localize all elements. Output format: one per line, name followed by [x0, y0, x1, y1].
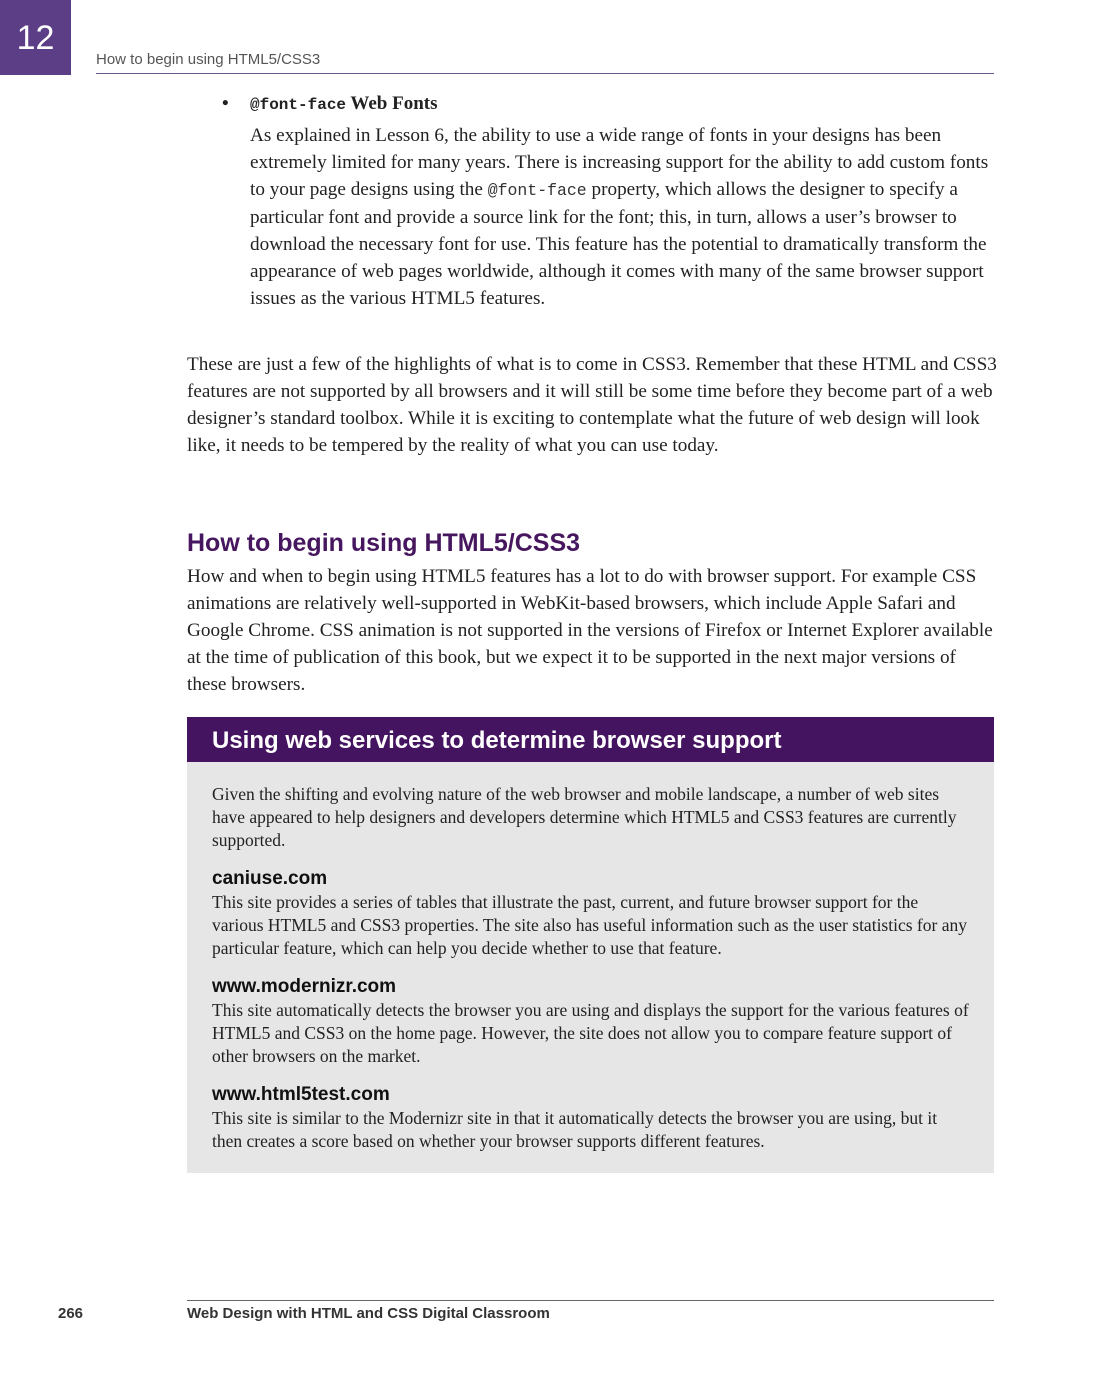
bullet-title-text: Web Fonts [346, 93, 438, 114]
paragraph-css3-highlights: These are just a few of the highlights of what is to come in CSS3. Remember that these HTML and CSS3 features are not supported by all browsers and it will still be some time before they become part of a web designer’s standard toolbox. While it is exciting to contemplate what the future of web design will look like, it needs to be tempered by the reality of what you can use today. [187, 354, 997, 456]
section-heading: How to begin using HTML5/CSS3 [187, 529, 581, 557]
bullet-marker: • [222, 93, 229, 114]
footer-divider [187, 1300, 994, 1301]
bullet-body-part1: As explained in Lesson 6, the ability to use a wide range of fonts in your designs has been extremely limited for many years. There is increasing support for the ability to add custom fonts to your page designs using the [250, 125, 989, 200]
bullet-title-code: @font-face [250, 96, 347, 114]
bullet-body [250, 122, 992, 312]
chapter-number: 12 [16, 19, 55, 57]
sidebar-item-text-modernizr: This site automatically detects the browser you are using and displays the support for the various features of HTML5 and CSS3 on the home page. However, the site does not allow you to compare feature support of other browsers on the market. [212, 1000, 969, 1066]
bullet-item-font-face [222, 92, 992, 312]
section-body: How and when to begin using HTML5 features has a lot to do with browser support. For example CSS animations are relatively well-supported in WebKit-based browsers, which include Apple Safari and Google Chrome. CSS animation is not supported in the versions of Firefox or Internet Explorer available at the time of publication of this book, but we expect it to be supported in the next major versions of these browsers. [187, 566, 993, 695]
chapter-number-tab [0, 0, 71, 75]
sidebar-intro: Given the shifting and evolving nature of the web browser and mobile landscape, a number of web sites have appeared to help designers and developers determine which HTML5 and CSS3 features are currently supported. [212, 784, 957, 850]
footer-book-title: Web Design with HTML and CSS Digital Classroom [187, 1305, 550, 1322]
sidebar-title: Using web services to determine browser support [187, 717, 994, 762]
running-head: How to begin using HTML5/CSS3 [96, 51, 321, 68]
sidebar-item-text-caniuse: This site provides a series of tables that illustrate the past, current, and future browser support for the various HTML5 and CSS3 properties. The site also has useful information such as the user statistics for any particular feature, which can help you decide whether to use that feature. [212, 892, 967, 958]
sidebar-content [187, 762, 994, 1153]
bullet-body-code: @font-face [487, 181, 587, 200]
bullet-title [222, 92, 992, 117]
sidebar-box [187, 717, 994, 1173]
sidebar-item-heading-modernizr: www.modernizr.com [212, 976, 397, 997]
bullet-body-part2: property, which allows the designer to specify a particular font and provide a source link for the font; this, in turn, allows a user’s browser to download the necessary font for use. This feature has the potential to dramatically transform the appearance of web pages worldwide, although it comes with many of the same browser support issues as the various HTML5 features. [250, 179, 987, 309]
page-number: 266 [58, 1305, 84, 1322]
sidebar-item-text-html5test: This site is similar to the Modernizr site in that it automatically detects the browser you are using, but it then creates a score based on whether your browser supports different features. [212, 1108, 938, 1151]
header-divider [96, 73, 994, 74]
sidebar-item-heading-html5test: www.html5test.com [212, 1084, 390, 1105]
sidebar-item-heading-caniuse: caniuse.com [212, 868, 328, 889]
